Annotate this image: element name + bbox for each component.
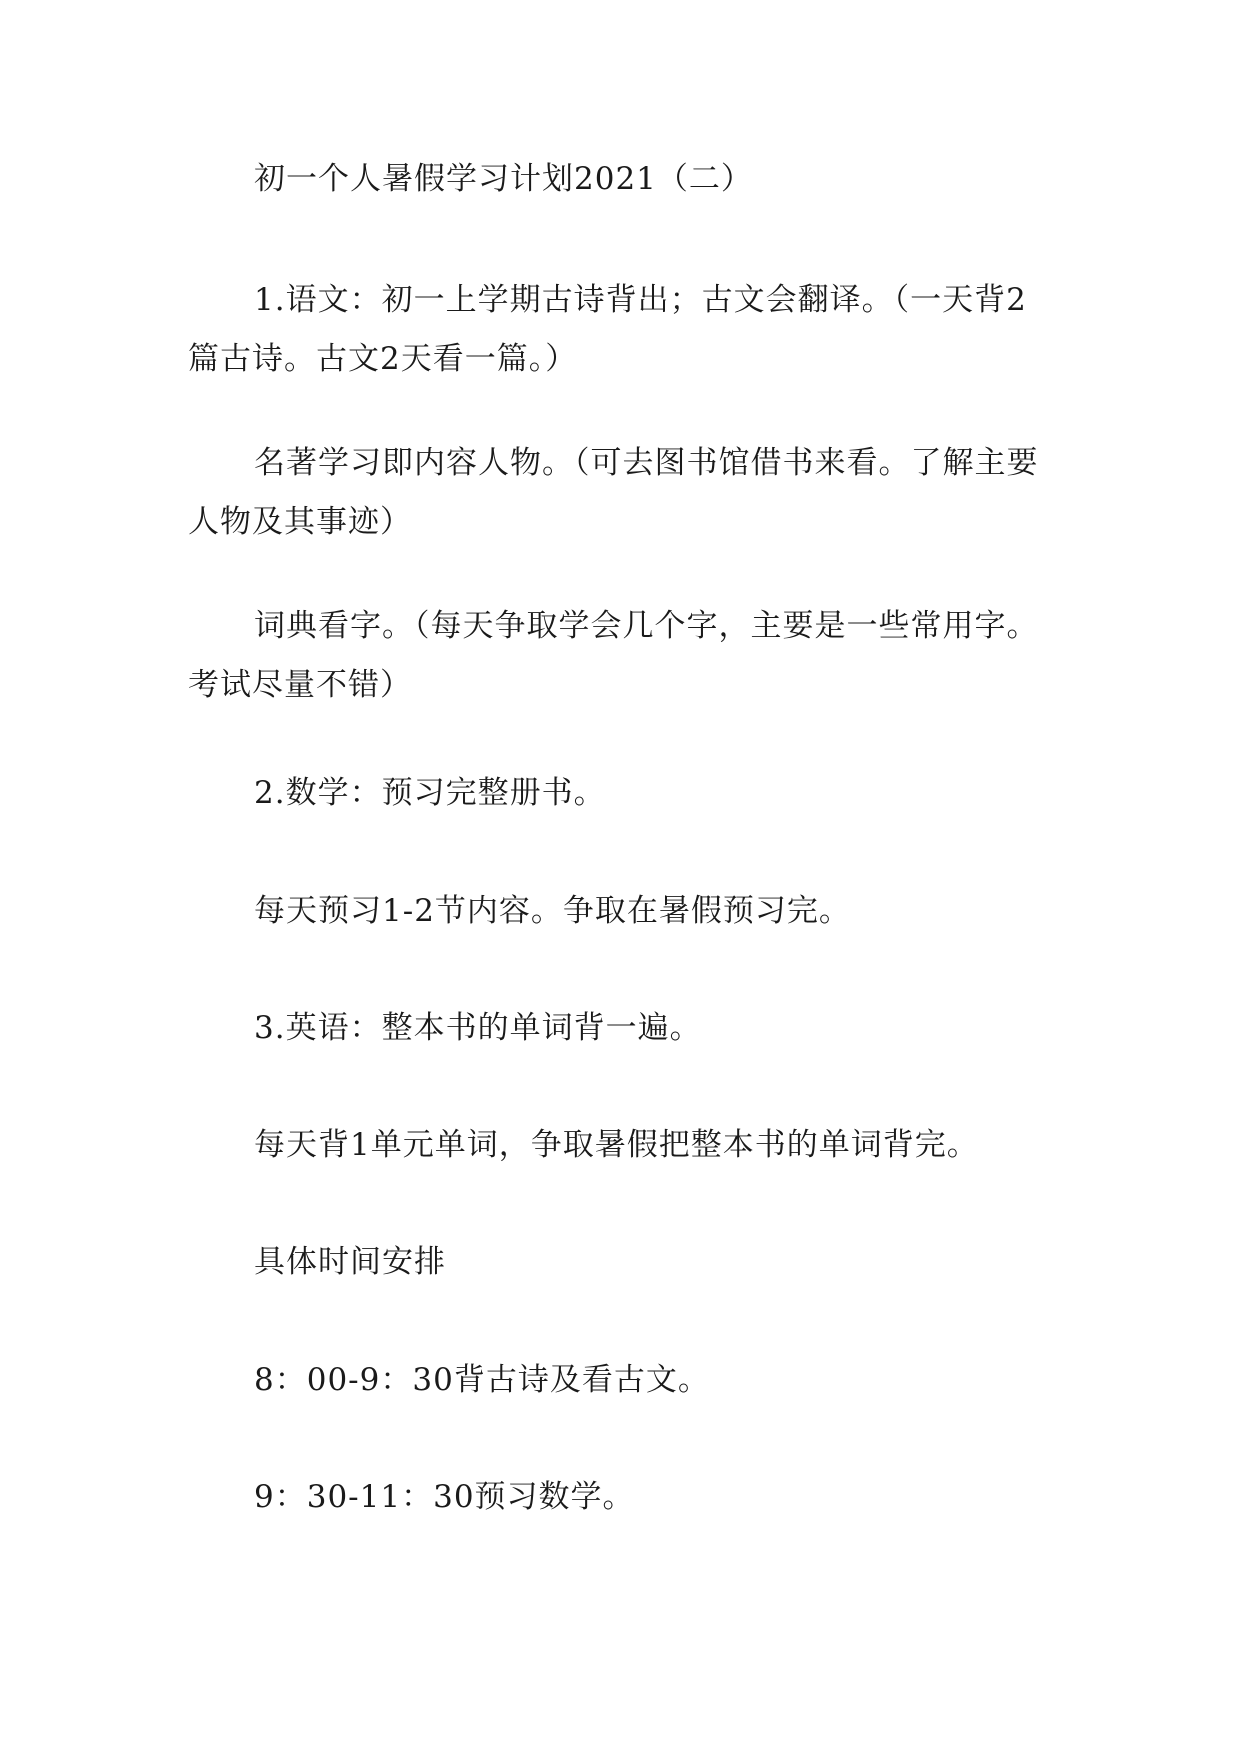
paragraph-chinese-poems: 1.语文：初一上学期古诗背出；古文会翻译。（一天背2篇古诗。古文2天看一篇。）: [188, 282, 1027, 377]
paragraph-math-daily: 每天预习1-2节内容。争取在暑假预习完。: [254, 893, 851, 929]
paragraph-classics: 名著学习即内容人物。（可去图书馆借书来看。了解主要人物及其事迹）: [188, 445, 1039, 540]
document-title: 初一个人暑假学习计划2021（二）: [254, 161, 753, 197]
paragraph-dictionary: 词典看字。（每天争取学会几个字，主要是一些常用字。考试尽量不错）: [188, 608, 1039, 703]
paragraph-schedule-1: 8：00-9：30背古诗及看古文。: [254, 1362, 710, 1398]
paragraph-english-daily: 每天背1单元单词，争取暑假把整本书的单词背完。: [254, 1127, 979, 1163]
paragraph-english: 3.英语：整本书的单词背一遍。: [254, 1010, 702, 1046]
paragraph-math: 2.数学：预习完整册书。: [254, 775, 606, 811]
paragraph-schedule-heading: 具体时间安排: [254, 1244, 446, 1280]
paragraph-schedule-2: 9：30-11：30预习数学。: [254, 1479, 635, 1515]
